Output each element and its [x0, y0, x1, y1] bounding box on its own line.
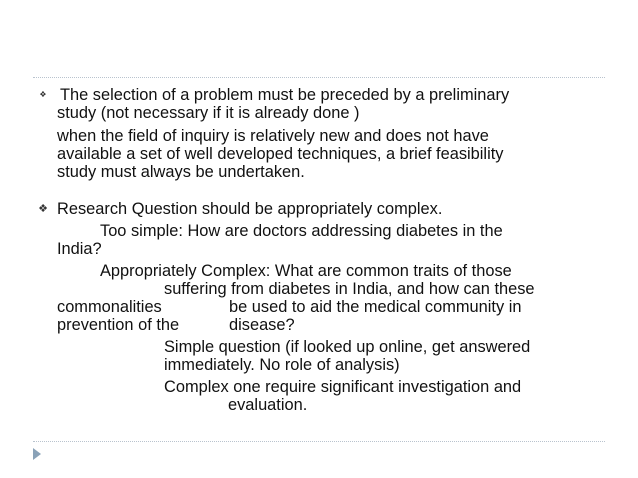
note1-line1-row — [36, 338, 606, 356]
complex-example-line3b: be used to aid the medical community in — [229, 298, 522, 316]
bullet-point-1 — [36, 86, 606, 104]
note2-line1: Complex one require significant investigation and — [164, 378, 522, 396]
bullet1-line4-row — [36, 145, 606, 163]
simple-example-line1: Too simple: How are doctors addressing diabetes in the — [100, 222, 503, 240]
complex-example-line3-row — [36, 298, 606, 316]
bullet1-line5: study must always be undertaken. — [57, 163, 305, 181]
complex-example-line4-row — [36, 316, 606, 334]
complex-example-line4b: disease? — [229, 316, 295, 334]
triangle-marker-icon — [33, 448, 41, 460]
bullet2-heading: Research Question should be appropriately complex. — [57, 200, 443, 218]
diamond-bullet-icon: ❖ — [38, 203, 48, 215]
bullet1-line3-row — [36, 127, 606, 145]
simple-example-line2-row — [36, 240, 606, 258]
bullet-point-2 — [36, 200, 606, 218]
bullet1-line2: study (not necessary if it is already done ) — [57, 104, 360, 122]
note2-line2: evaluation. — [228, 396, 308, 414]
complex-example-line2: suffering from diabetes in India, and how can these — [164, 280, 535, 298]
bullet1-line2-row — [36, 104, 606, 122]
diamond-bullet-icon: ❖ — [39, 90, 47, 99]
complex-example-line3a: commonalities — [57, 298, 162, 316]
complex-example-line2-row — [36, 280, 606, 298]
bullet1-line1: The selection of a problem must be preceded by a preliminary — [60, 86, 510, 104]
simple-example-line1-row — [36, 222, 606, 240]
note1-line2: immediately. No role of analysis) — [164, 356, 400, 374]
slide-body — [36, 86, 606, 414]
note1-line1: Simple question (if looked up online, get answered — [164, 338, 531, 356]
bullet1-line4: available a set of well developed techniques, a brief feasibility — [57, 145, 504, 163]
complex-example-line4a: prevention of the — [57, 316, 180, 334]
bullet1-line5-row — [36, 163, 606, 181]
top-divider — [33, 77, 605, 78]
note1-line2-row — [36, 356, 606, 374]
note2-line1-row — [36, 378, 606, 396]
note2-line2-row — [36, 396, 606, 414]
complex-example-line1: Appropriately Complex: What are common traits of those — [100, 262, 512, 280]
bullet1-line3: when the field of inquiry is relatively new and does not have — [57, 127, 489, 145]
bottom-divider — [33, 441, 605, 442]
simple-example-line2: India? — [57, 240, 102, 258]
complex-example-line1-row — [36, 262, 606, 280]
